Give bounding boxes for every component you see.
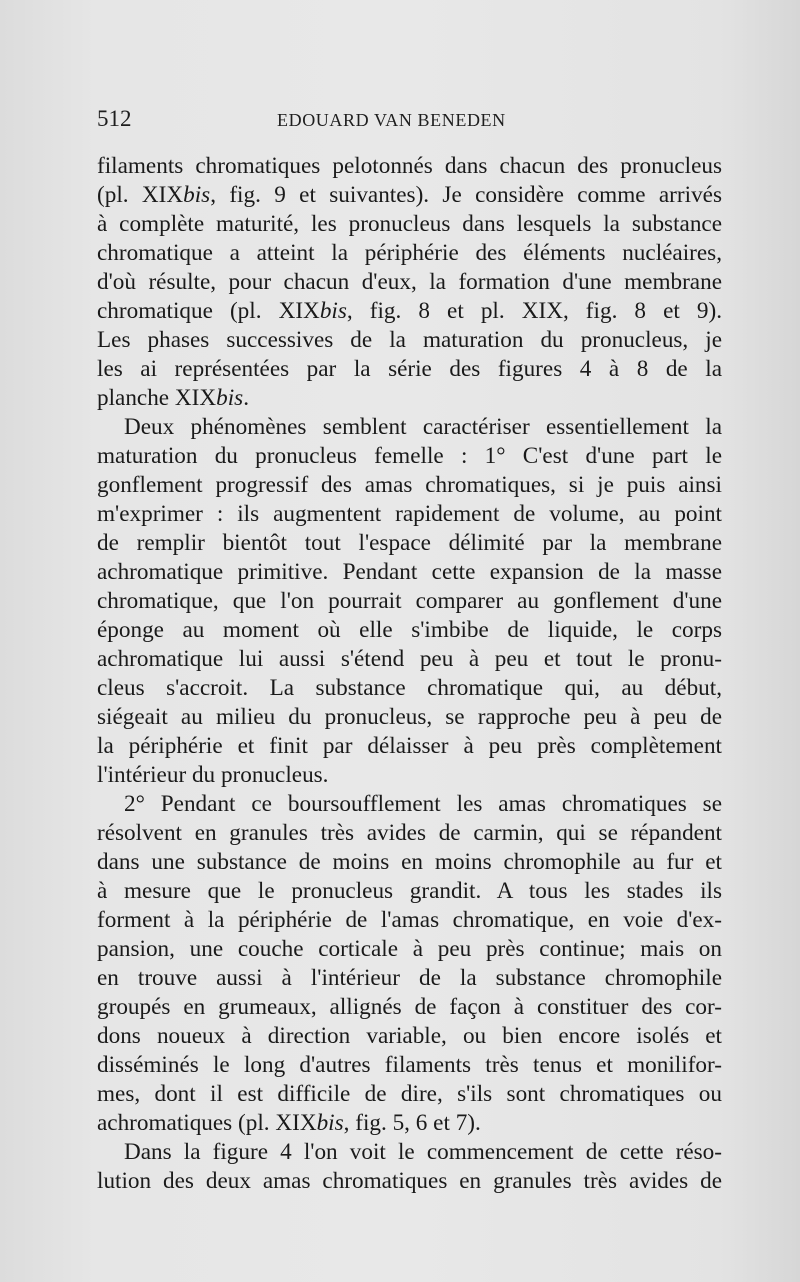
text-line: dons noueux à direction variable, ou bien encore isolés et xyxy=(97,1023,722,1049)
page-number: 512 xyxy=(97,106,132,131)
text-line: pansion, une couche corticale à peu près continue; mais on xyxy=(97,936,722,962)
text-line: à complète maturité, les pronucleus dans lesquels la substance xyxy=(97,211,722,237)
text-line: les ai représentées par la série des figures 4 à 8 de la xyxy=(97,356,722,382)
page-header xyxy=(97,104,722,138)
paragraph xyxy=(97,152,722,413)
text-line: forment à la périphérie de l'amas chromatique, en voie d'ex- xyxy=(97,907,722,933)
text-line: éponge au moment où elle s'imbibe de liquide, le corps xyxy=(97,617,722,643)
text-line: Les phases successives de la maturation du pronucleus, je xyxy=(97,327,722,353)
running-head: EDOUARD VAN BENEDEN xyxy=(277,110,506,130)
text-line: siégeait au milieu du pronucleus, se rapproche peu à peu de xyxy=(97,704,722,730)
text-line: maturation du pronucleus femelle : 1° C'est d'une part le xyxy=(97,443,722,469)
text-line: achromatique primitive. Pendant cette expansion de la masse xyxy=(97,559,722,585)
text-line: (pl. XIXbis, fig. 9 et suivantes). Je considère comme arrivés xyxy=(97,182,722,208)
text-line: de remplir bientôt tout l'espace délimité par la membrane xyxy=(97,530,722,556)
paragraph xyxy=(97,790,722,1138)
text-line: lution des deux amas chromatiques en granules très avides de xyxy=(97,1168,722,1194)
text-line: l'intérieur du pronucleus. xyxy=(97,762,329,788)
text-line: groupés en grumeaux, allignés de façon à constituer des cor- xyxy=(97,994,722,1020)
body-text xyxy=(97,152,722,1196)
text-line: chromatique a atteint la périphérie des éléments nucléaires, xyxy=(97,240,722,266)
text-line: Deux phénomènes semblent caractériser essentiellement la xyxy=(124,414,722,440)
text-line: d'où résulte, pour chacun d'eux, la formation d'une membrane xyxy=(97,269,722,295)
text-line: la périphérie et finit par délaisser à peu près complètement xyxy=(97,733,722,759)
text-line: filaments chromatiques pelotonnés dans chacun des pronucleus xyxy=(97,153,722,179)
text-line: cleus s'accroit. La substance chromatique qui, au début, xyxy=(97,675,722,701)
text-line: 2° Pendant ce boursoufflement les amas chromatiques se xyxy=(124,791,722,817)
text-line: mes, dont il est difficile de dire, s'ils sont chromatiques ou xyxy=(97,1081,722,1107)
text-line: résolvent en granules très avides de carmin, qui se répandent xyxy=(97,820,722,846)
paragraph xyxy=(97,1138,722,1196)
paragraph xyxy=(97,413,722,790)
text-line: disséminés le long d'autres filaments très tenus et monilifor- xyxy=(97,1052,722,1078)
text-line: achromatiques (pl. XIXbis, fig. 5, 6 et 7). xyxy=(97,1110,481,1136)
text-line: achromatique lui aussi s'étend peu à peu et tout le pronu- xyxy=(97,646,722,672)
text-line: chromatique (pl. XIXbis, fig. 8 et pl. XIX, fig. 8 et 9). xyxy=(97,298,723,324)
text-line: gonflement progressif des amas chromatiques, si je puis ainsi xyxy=(97,472,722,498)
text-line: à mesure que le pronucleus grandit. A tous les stades ils xyxy=(97,878,722,904)
text-line: m'exprimer : ils augmentent rapidement de volume, au point xyxy=(97,501,722,527)
text-line: Dans la figure 4 l'on voit le commencement de cette réso- xyxy=(124,1139,722,1165)
text-line: en trouve aussi à l'intérieur de la substance chromophile xyxy=(97,965,722,991)
text-line: dans une substance de moins en moins chromophile au fur et xyxy=(97,849,722,875)
text-line: planche XIXbis. xyxy=(97,385,249,411)
text-line: chromatique, que l'on pourrait comparer au gonflement d'une xyxy=(97,588,722,614)
